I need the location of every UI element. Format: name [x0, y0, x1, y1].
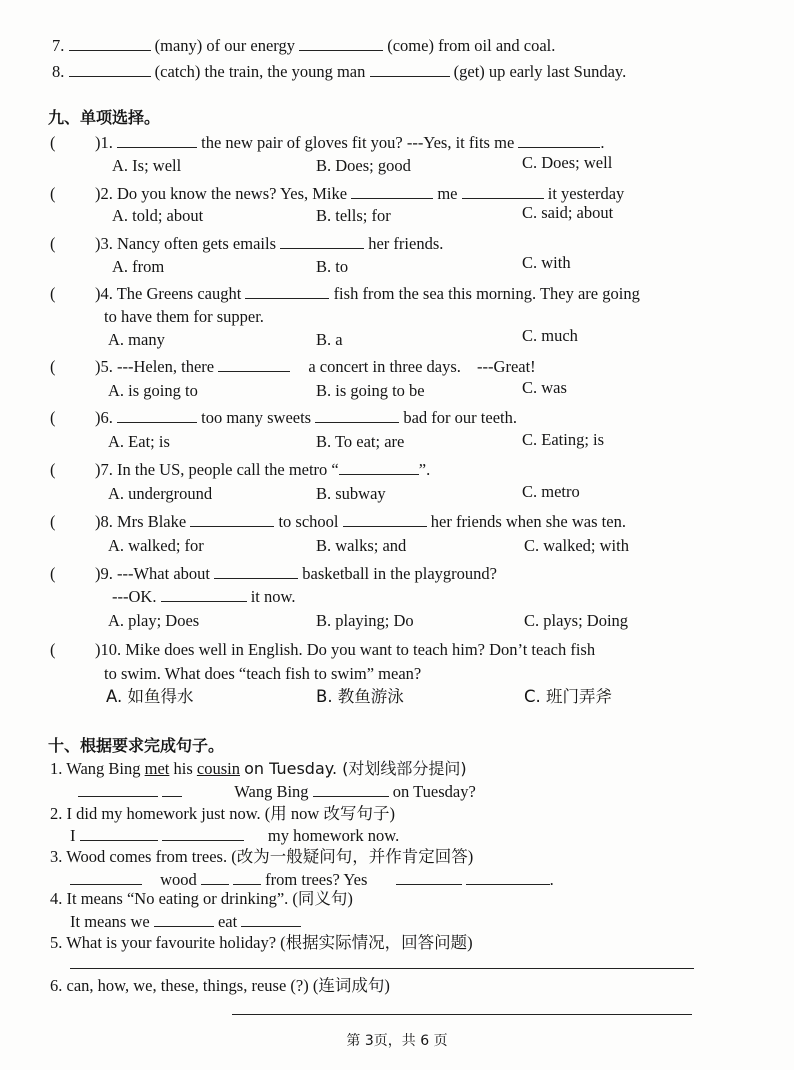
answer-blank[interactable] — [462, 184, 544, 199]
question-text: (get) up early last Sunday. — [453, 62, 627, 81]
option-b[interactable]: B. To eat; are — [316, 432, 405, 451]
answer-blank[interactable] — [161, 587, 247, 602]
question-text: me — [437, 184, 458, 203]
answer-paren[interactable]: ( — [50, 460, 56, 479]
question-text-cont: to swim. What does “teach fish to swim” mean? — [104, 664, 422, 683]
answer-blank[interactable] — [370, 62, 450, 77]
answer-blank[interactable] — [518, 133, 600, 148]
question-text: the new pair of gloves fit you? — [201, 133, 403, 152]
question-text: )8. Mrs Blake — [95, 512, 187, 531]
question-text: (come) from oil and coal. — [387, 36, 556, 55]
answer-line[interactable] — [232, 1014, 692, 1015]
answer-blank[interactable] — [299, 36, 383, 51]
option-a[interactable]: A. underground — [108, 484, 213, 503]
sentence-text: 1. Wang Bing — [50, 759, 141, 778]
answer-paren[interactable]: ( — [50, 357, 56, 376]
answer-blank[interactable] — [214, 564, 298, 579]
sentence-text: his — [173, 759, 193, 778]
sentence-6: 6. can, how, we, these, things, reuse (?) (连词成句) — [50, 976, 390, 995]
question-text: ”. — [418, 460, 431, 479]
sentence-3: 3. Wood comes from trees. (改为一般疑问句，并作肯定回答) — [50, 847, 474, 866]
answer-paren[interactable]: ( — [50, 512, 56, 531]
question-number: 7. — [52, 36, 65, 55]
question-text: )4. The Greens caught — [95, 284, 242, 303]
answer-blank[interactable] — [154, 912, 214, 927]
mc-question-6 — [95, 408, 517, 428]
option-c[interactable]: C. said; about — [522, 203, 614, 222]
underlined-word: met — [144, 759, 170, 778]
mc-question-8 — [95, 512, 626, 532]
sentence-text: I — [70, 826, 76, 845]
answer-blank[interactable] — [162, 782, 182, 797]
question-text: a concert in three days. — [308, 357, 461, 376]
answer-blank[interactable] — [241, 912, 301, 927]
option-c[interactable]: C. plays; Doing — [524, 611, 629, 630]
sentence-text: eat — [217, 912, 238, 931]
sentence-text: Wang Bing — [234, 782, 309, 801]
answer-blank[interactable] — [162, 826, 244, 841]
mc-question-2 — [95, 184, 624, 204]
mc-question-3 — [95, 234, 443, 254]
mc-question-1 — [95, 133, 605, 153]
option-b[interactable]: B. to — [316, 257, 349, 276]
mc-question-9 — [95, 564, 497, 584]
answer-blank[interactable] — [69, 62, 151, 77]
question-text: her friends when she was ten. — [430, 512, 626, 531]
answer-paren[interactable]: ( — [50, 564, 56, 583]
question-text: basketball in the playground? — [302, 564, 497, 583]
answer-paren[interactable]: ( — [50, 284, 56, 303]
question-number: 8. — [52, 62, 65, 81]
option-a[interactable]: A. play; Does — [108, 611, 200, 630]
option-c[interactable]: C. Eating; is — [522, 430, 605, 449]
sentence-3-answer — [70, 870, 554, 890]
sentence-1-answer — [78, 782, 476, 802]
answer-blank[interactable] — [396, 870, 462, 885]
answer-blank[interactable] — [315, 408, 399, 423]
answer-paren[interactable]: ( — [50, 184, 56, 203]
answer-blank[interactable] — [190, 512, 274, 527]
option-c[interactable]: C. with — [522, 253, 571, 272]
option-b[interactable]: B. subway — [316, 484, 386, 503]
option-a[interactable]: A. Eat; is — [108, 432, 170, 451]
option-a[interactable]: A. Is; well — [112, 156, 182, 175]
answer-paren[interactable]: ( — [50, 234, 56, 253]
option-a[interactable]: A. from — [112, 257, 165, 276]
option-c[interactable]: C. metro — [522, 482, 580, 501]
option-a[interactable]: A. 如鱼得水 — [106, 687, 194, 706]
question-text: . — [600, 133, 605, 152]
answer-blank[interactable] — [117, 133, 197, 148]
page-footer: 第 3页，共 6 页 — [346, 1033, 448, 1049]
answer-blank[interactable] — [245, 284, 329, 299]
question-text: it now. — [250, 587, 296, 606]
sentence-text: wood — [160, 870, 197, 889]
answer-blank[interactable] — [339, 460, 419, 475]
option-b[interactable]: B. is going to be — [316, 381, 425, 400]
question-text: (many) of our energy — [154, 36, 295, 55]
sentence-text: my homework now. — [267, 826, 400, 845]
sentence-text: . — [549, 870, 554, 889]
question-8-line — [52, 62, 626, 82]
question-text: )6. — [95, 408, 113, 427]
sentence-5: 5. What is your favourite holiday? (根据实际情况，回答问题) — [50, 933, 473, 952]
answer-blank[interactable] — [117, 408, 197, 423]
question-text: (catch) the train, the young man — [154, 62, 366, 81]
option-b[interactable]: B. a — [316, 330, 343, 349]
option-c[interactable]: C. was — [522, 378, 567, 397]
option-c[interactable]: C. much — [522, 326, 578, 345]
section-10-title: 十、根据要求完成句子。 — [48, 736, 225, 755]
question-text: )5. ---Helen, there — [95, 357, 215, 376]
option-b[interactable]: B. 教鱼游泳 — [316, 687, 404, 706]
option-b[interactable]: B. walks; and — [316, 536, 407, 555]
answer-paren[interactable]: ( — [50, 133, 56, 152]
answer-blank[interactable] — [313, 782, 389, 797]
question-text: )3. Nancy often gets emails — [95, 234, 276, 253]
sentence-text: on Tuesday. (对划线部分提问) — [244, 759, 467, 778]
answer-blank[interactable] — [351, 184, 433, 199]
sentence-2: 2. I did my homework just now. (用 now 改写句子) — [50, 804, 395, 823]
question-text-cont: to have them for supper. — [104, 307, 264, 326]
question-text: it yesterday — [547, 184, 625, 203]
answer-blank[interactable] — [70, 870, 142, 885]
answer-blank[interactable] — [233, 870, 261, 885]
section-9-title: 九、单项选择。 — [48, 108, 161, 127]
answer-blank[interactable] — [466, 870, 550, 885]
mc-question-10: )10. Mike does well in English. Do you want to teach him? Don’t teach fish — [95, 640, 596, 659]
question-text: ---Yes, it fits me — [406, 133, 515, 152]
option-c[interactable]: C. 班门弄斧 — [524, 687, 613, 706]
answer-blank[interactable] — [69, 36, 151, 51]
question-text: )2. Do you know the news? Yes, Mike — [95, 184, 348, 203]
question-text: )9. ---What about — [95, 564, 210, 583]
question-7-line — [52, 36, 555, 56]
question-text: to school — [278, 512, 339, 531]
sentence-2-answer — [70, 826, 399, 846]
question-text: ---OK. — [112, 587, 157, 606]
sentence-text: from trees? Yes — [265, 870, 368, 889]
answer-blank[interactable] — [343, 512, 427, 527]
option-b[interactable]: B. Does; good — [316, 156, 411, 175]
sentence-4-answer — [70, 912, 301, 932]
question-text: )1. — [95, 133, 113, 152]
question-text: bad for our teeth. — [403, 408, 517, 427]
sentence-1 — [50, 759, 467, 779]
answer-blank[interactable] — [201, 870, 229, 885]
question-text: ---Great! — [477, 357, 536, 376]
answer-paren[interactable]: ( — [50, 640, 56, 659]
answer-line[interactable] — [70, 968, 694, 969]
mc-question-5 — [95, 357, 536, 377]
sentence-4: 4. It means “No eating or drinking”. (同义句) — [50, 889, 353, 908]
option-b[interactable]: B. playing; Do — [316, 611, 414, 630]
sentence-text: on Tuesday? — [392, 782, 476, 801]
answer-blank[interactable] — [80, 826, 158, 841]
sentence-text: It means we — [70, 912, 150, 931]
underlined-word: cousin — [196, 759, 240, 778]
mc-question-7 — [95, 460, 430, 480]
option-a[interactable]: A. is going to — [108, 381, 198, 400]
mc-question-4 — [95, 284, 640, 304]
question-text: her friends. — [368, 234, 444, 253]
mc-question-9-reply — [112, 587, 295, 607]
answer-paren[interactable]: ( — [50, 408, 56, 427]
answer-blank[interactable] — [218, 357, 290, 372]
option-c[interactable]: C. Does; well — [522, 153, 613, 172]
option-a[interactable]: A. walked; for — [108, 536, 204, 555]
answer-blank[interactable] — [78, 782, 158, 797]
option-c[interactable]: C. walked; with — [524, 536, 629, 555]
option-b[interactable]: B. tells; for — [316, 206, 391, 225]
question-text: fish from the sea this morning. They are going — [333, 284, 640, 303]
question-text: )7. In the US, people call the metro “ — [95, 460, 339, 479]
option-a[interactable]: A. told; about — [112, 206, 204, 225]
option-a[interactable]: A. many — [108, 330, 165, 349]
question-text: too many sweets — [201, 408, 312, 427]
answer-blank[interactable] — [280, 234, 364, 249]
